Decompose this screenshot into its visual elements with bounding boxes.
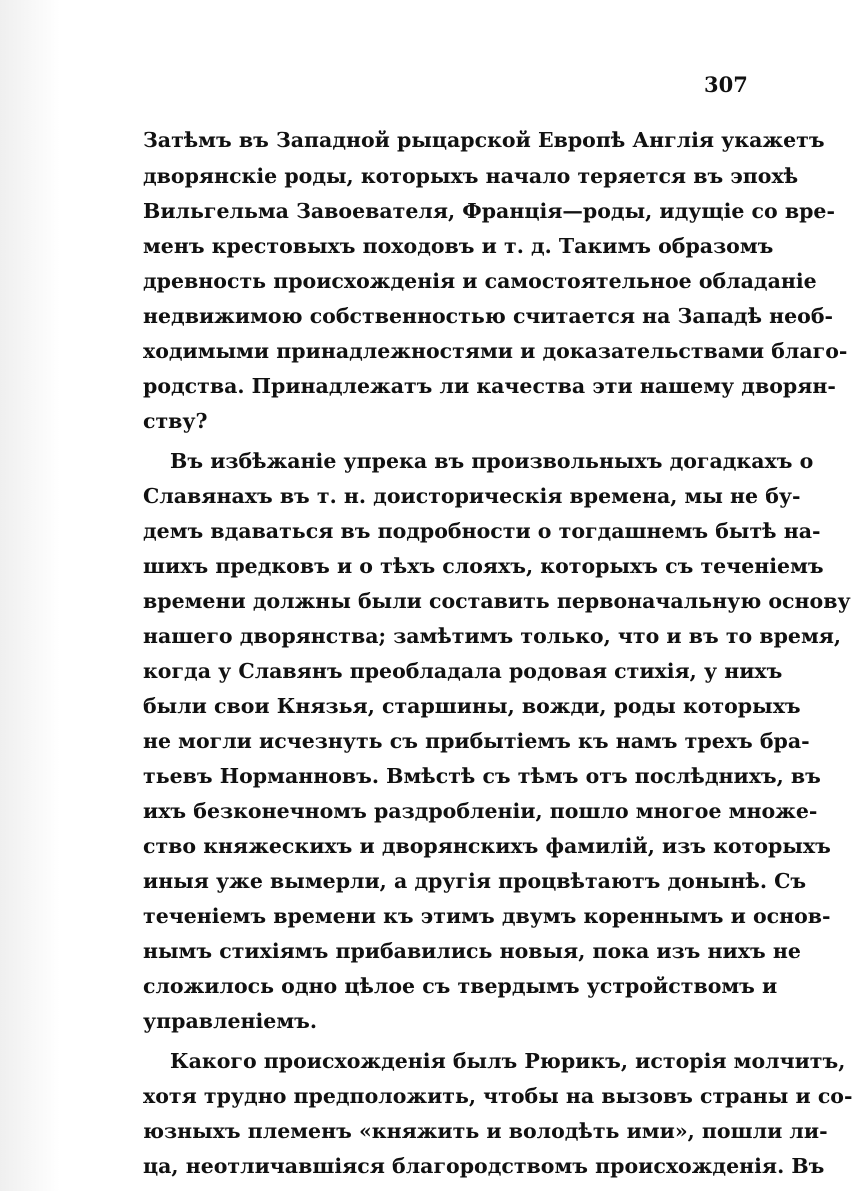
text-line: хотя трудно предположить, чтобы на вызовъ страны и со- <box>143 1084 852 1108</box>
text-line: юзныхъ племенъ «княжить и володѣть ими», пошли ли- <box>143 1119 828 1143</box>
text-line: родства. Принадлежатъ ли качества эти нашему дворян- <box>143 374 836 398</box>
text-line: ходимыми принадлежностями и доказательствами благо- <box>143 339 848 363</box>
text-line: управленіемъ. <box>143 1009 317 1033</box>
text-line: менъ крестовыхъ походовъ и т. д. Такимъ образомъ <box>143 234 774 258</box>
text-line: ству? <box>143 409 208 433</box>
scan-edge-shadow <box>0 0 60 1191</box>
text-line: ихъ безконечномъ раздробленіи, пошло многое множе- <box>143 799 818 823</box>
paragraph-first-line: Въ избѣжаніе упрека въ произвольныхъ догадкахъ о <box>170 449 814 473</box>
text-line: дворянскіе роды, которыхъ начало теряется въ эпохѣ <box>143 164 799 188</box>
text-line: древность происхожденія и самостоятельное обладаніе <box>143 269 817 293</box>
page-number: 307 <box>704 72 748 97</box>
text-line: теченіемъ времени къ этимъ двумъ кореннымъ и основ- <box>143 904 831 928</box>
paragraph-first-line: Какого происхожденія былъ Рюрикъ, исторія молчитъ, <box>170 1049 846 1073</box>
text-line: шихъ предковъ и о тѣхъ слояхъ, которыхъ съ теченіемъ <box>143 554 824 578</box>
text-line: нымъ стихіямъ прибавились новыя, пока изъ нихъ не <box>143 939 801 963</box>
text-line: сложилось одно цѣлое съ твердымъ устройствомъ и <box>143 974 778 998</box>
text-line: тьевъ Норманновъ. Вмѣстѣ съ тѣмъ отъ послѣднихъ, въ <box>143 764 821 788</box>
text-line: Вильгельма Завоевателя, Франція—роды, идущіе со вре- <box>143 199 835 223</box>
text-line: Славянахъ въ т. н. доисторическія времена, мы не бу- <box>143 484 801 508</box>
text-line: ца, неотличавшіяся благородствомъ происхожденія. Въ <box>143 1154 825 1178</box>
text-line: были свои Князья, старшины, вожди, роды которыхъ <box>143 694 801 718</box>
text-line: демъ вдаваться въ подробности о тогдашнемъ бытѣ на- <box>143 519 821 543</box>
text-line: когда у Славянъ преобладала родовая стихія, у нихъ <box>143 659 783 683</box>
text-line: времени должны были составить первоначальную основу <box>143 589 851 613</box>
text-line: Затѣмъ въ Западной рыцарской Европѣ Англія укажетъ <box>143 128 825 152</box>
text-line: ство княжескихъ и дворянскихъ фамилій, изъ которыхъ <box>143 834 831 858</box>
text-line: нашего дворянства; замѣтимъ только, что и въ то время, <box>143 624 842 648</box>
text-line: недвижимою собственностью считается на Западѣ необ- <box>143 304 834 328</box>
text-line: иныя уже вымерли, а другія процвѣтаютъ донынѣ. Съ <box>143 869 807 893</box>
text-line: не могли исчезнуть съ прибытіемъ къ намъ трехъ бра- <box>143 729 810 753</box>
